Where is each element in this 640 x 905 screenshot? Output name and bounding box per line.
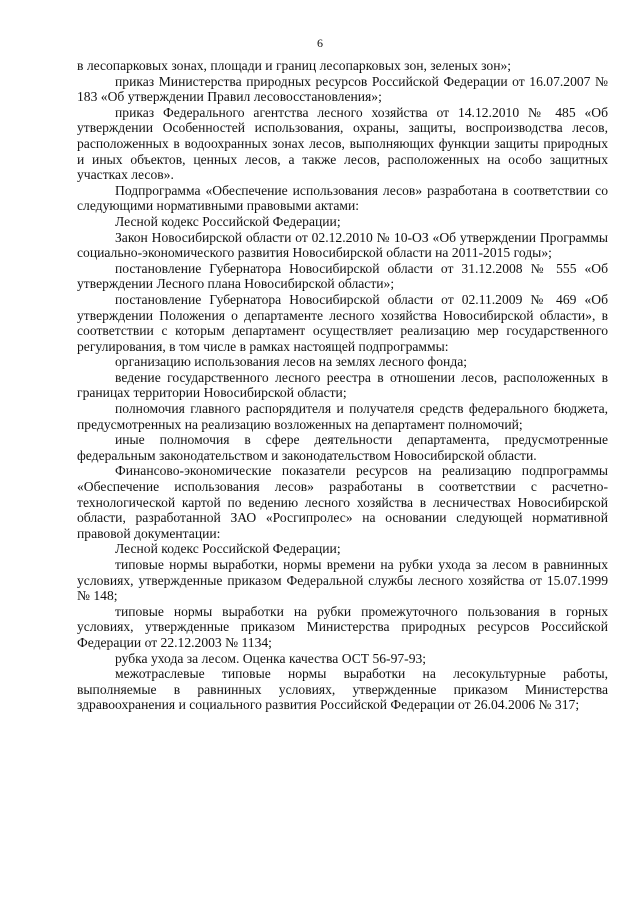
paragraph: приказ Министерства природных ресурсов Российской Федерации от 16.07.2007 № 183 «Об утверждении Правил лесовосстановления»;: [77, 73, 608, 105]
paragraph: типовые нормы выработки, нормы времени на рубки ухода за лесом в равнинных условиях, утвержденные приказом Федеральной службы лесного хозяйства от 15.07.1999 № 148;: [77, 557, 608, 604]
paragraph: иные полномочия в сфере деятельности департамента, предусмотренные федеральным законодательством и законодательством Новосибирской области.: [77, 432, 608, 463]
document-body: [77, 58, 608, 713]
paragraph: ведение государственного лесного реестра в отношении лесов, расположенных в границах территории Новосибирской области;: [77, 369, 608, 401]
paragraph: постановление Губернатора Новосибирской области от 31.12.2008 № 555 «Об утверждении Лесного плана Новосибирской области»;: [77, 260, 608, 292]
paragraph: Финансово-экономические показатели ресурсов на реализацию подпрограммы «Обеспечение использования лесов» разработаны в соответствии с расчетно-технологической картой по ведению лесного хозяйства в лесничествах Новосибирской области, разработанной ЗАО «Росгипролес» на основании следующей нормативной правовой документации:: [77, 463, 608, 541]
paragraph: типовые нормы выработки на рубки промежуточного пользования в горных условиях, утвержденные приказом Министерства природных ресурсов Российской Федерации от 22.12.2003 № 1134;: [77, 603, 608, 650]
paragraph: Лесной кодекс Российской Федерации;: [115, 213, 341, 229]
page-number: 6: [317, 36, 323, 50]
paragraph: межотраслевые типовые нормы выработки на лесокультурные работы, выполняемые в равнинных условиях, утвержденные приказом Министерства здравоохранения и социального развития Российской Федерации от 26.04.2006 № 317;: [77, 666, 608, 713]
paragraph: Закон Новосибирской области от 02.12.2010 № 10-ОЗ «Об утверждении Программы социально-экономического развития Новосибирской области на 2011-2015 годы»;: [77, 229, 608, 261]
paragraph: приказ Федерального агентства лесного хозяйства от 14.12.2010 № 485 «Об утверждении Особенностей использования, охраны, защиты, воспроизводства лесов, расположенных в водоохранных зонах лесов, выполняющих функции защиты природных и иных объектов, ценных лесов, а также лесов, расположенных на особо защитных участках лесов».: [77, 104, 608, 183]
paragraph: Подпрограмма «Обеспечение использования лесов» разработана в соответствии со следующими нормативными правовыми актами:: [77, 182, 608, 214]
paragraph: Лесной кодекс Российской Федерации;: [115, 541, 341, 557]
paragraph: постановление Губернатора Новосибирской области от 02.11.2009 № 469 «Об утверждении Положения о департаменте лесного хозяйства Новосибирской области», в соответствии с которым департамент осуществляет реализацию мер государственного регулирования, в том числе в рамках настоящей подпрограммы:: [77, 291, 608, 354]
paragraph: организацию использования лесов на землях лесного фонда;: [115, 354, 468, 370]
paragraph: рубка ухода за лесом. Оценка качества ОСТ 56-97-93;: [115, 650, 427, 666]
paragraph: в лесопарковых зонах, площади и границ лесопарковых зон, зеленых зон»;: [77, 58, 512, 73]
paragraph: полномочия главного распорядителя и получателя средств федерального бюджета, предусмотренных на реализацию возложенных на департамент полномочий;: [77, 401, 608, 432]
